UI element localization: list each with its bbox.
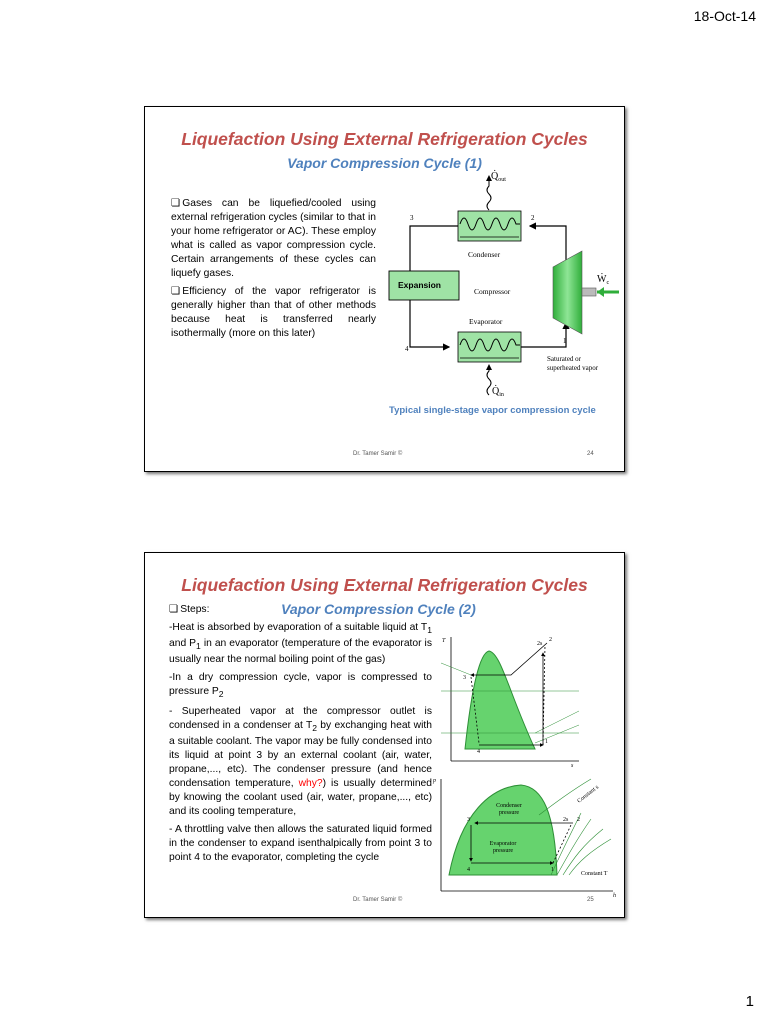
pipe-3-to-expansion [410, 226, 458, 271]
ts-point-4: 4 [477, 749, 480, 755]
bullet-text: Efficiency of the vapor refrigerator is generally higher than that of other methods because heat is transferred nearly isothermally (more on this later) [171, 286, 376, 339]
ts-point-2: 2 [549, 637, 552, 643]
bullet-item [171, 197, 376, 281]
slide-subtitle: Vapor Compression Cycle (1) [287, 155, 482, 171]
checkbox-bullet-icon: ❏ [169, 604, 179, 615]
vapor-compression-cycle-diagram [385, 169, 620, 399]
ph-point-2s: 2s [563, 817, 569, 823]
slide-title: Liquefaction Using External Refrigeration Cycles [181, 575, 588, 595]
slide-24 [144, 106, 625, 472]
compressor-shaft [582, 288, 596, 296]
compressor-label: Compressor [474, 287, 511, 296]
expansion-label: Expansion [398, 280, 441, 290]
page-date: 18-Oct-14 [693, 8, 756, 24]
condenser-label: Condenser [468, 250, 501, 259]
point-4-label: 4 [405, 345, 409, 353]
step-paragraph: -Heat is absorbed by evaporation of a suitable liquid at $T_1$ and $P_1$ in an evaporator (temperature of the evaporator is usually near the normal boiling point of the gas) [169, 622, 432, 666]
point-2-label: 2 [531, 214, 535, 222]
point-1-label: 1 [563, 337, 567, 345]
slide-body [171, 197, 376, 345]
work-label: Ẇ$_c$ [597, 274, 610, 286]
evaporator-pressure-label-2: pressure [493, 848, 513, 854]
checkbox-bullet-icon: ❏ [171, 198, 181, 209]
step-paragraph: - Superheated vapor at the compressor outlet is condensed in a condenser at $T_2$ by exchanging heat with a suitable coolant. The vapor may be fully condensed into its liquid at point 3 by an external coolant (air, water, propane,..., etc). The condenser pressure (and hence condensation temperature, why?) is usually determined by knowing the coolant used (air, water, propane,..., etc) and its cooling temperature, [169, 706, 433, 818]
checkbox-bullet-icon: ❏ [171, 286, 181, 297]
heat-in-arrow-icon [487, 365, 491, 395]
slide-number: 25 [587, 897, 594, 903]
point-3-label: 3 [410, 214, 414, 222]
bullet-item [171, 285, 376, 341]
page-number: 1 [745, 993, 754, 1010]
ph-point-3: 3 [467, 817, 470, 823]
slide-body [169, 621, 432, 869]
evaporator-label: Evaporator [469, 317, 503, 326]
ts-point-1: 1 [545, 739, 548, 745]
slide-25 [144, 552, 625, 918]
pipe-expansion-to-4 [410, 300, 449, 347]
ts-point-2s: 2s [537, 641, 543, 647]
h-axis-label: h [613, 893, 616, 899]
evaporator-box [458, 332, 521, 362]
why-highlight: why? [298, 778, 323, 790]
state-note-line-2: superheated vapor [547, 364, 599, 372]
saturation-dome [465, 651, 535, 749]
ts-point-3: 3 [463, 675, 466, 681]
figure-caption: Typical single-stage vapor compression cycle [389, 405, 596, 416]
slide-number: 24 [587, 451, 594, 457]
ph-diagram [431, 773, 621, 901]
condenser-pressure-label-1: Condenser [496, 803, 522, 809]
compressor-icon [553, 251, 582, 334]
q-out-label: $Q̇_{out}$ [491, 171, 506, 183]
ph-point-1: 1 [551, 867, 554, 873]
s-axis-label: s [571, 763, 574, 768]
footer-author: Dr. Tamer Samir © [353, 451, 403, 457]
t-axis-label: T [442, 638, 446, 644]
slide-title: Liquefaction Using External Refrigeration Cycles [181, 129, 588, 149]
pipe-compressor-to-2 [530, 226, 566, 261]
steps-label-text: Steps: [180, 604, 210, 615]
ph-point-2: 2 [577, 817, 580, 823]
condenser-pressure-label-2: pressure [499, 810, 519, 816]
condenser-box [458, 211, 521, 241]
ph-point-4: 4 [467, 867, 470, 873]
ph-saturation-dome [449, 785, 557, 875]
footer-author: Dr. Tamer Samir © [353, 897, 403, 903]
pipe-1-to-compressor [521, 323, 566, 347]
ts-diagram [439, 633, 583, 768]
step-paragraph: - A throttling valve then allows the saturated liquid formed in the condenser to expand isenthalpically from point 3 to point 4 to the evaporator, completing the cycle [169, 824, 432, 864]
steps-label [169, 603, 209, 615]
slide-subtitle: Vapor Compression Cycle (2) [281, 601, 476, 617]
state-note-line-1: Saturated or [547, 355, 582, 363]
constant-t-label: Constant T [581, 871, 608, 877]
step-paragraph: -In a dry compression cycle, vapor is compressed to pressure $P_2$ [169, 672, 432, 700]
q-in-label: $Q̇_{in}$ [492, 386, 504, 398]
p-axis-label: p [433, 778, 436, 784]
evaporator-pressure-label-1: Evaporator [489, 841, 517, 847]
bullet-text: Gases can be liquefied/cooled using external refrigeration cycles (similar to that in your home refrigerator or AC). These employ what is called as vapor compression cycle. Certain arrangements of these cycles can liquefy gases. [171, 198, 376, 279]
constant-s-label: Constant s [576, 784, 601, 805]
